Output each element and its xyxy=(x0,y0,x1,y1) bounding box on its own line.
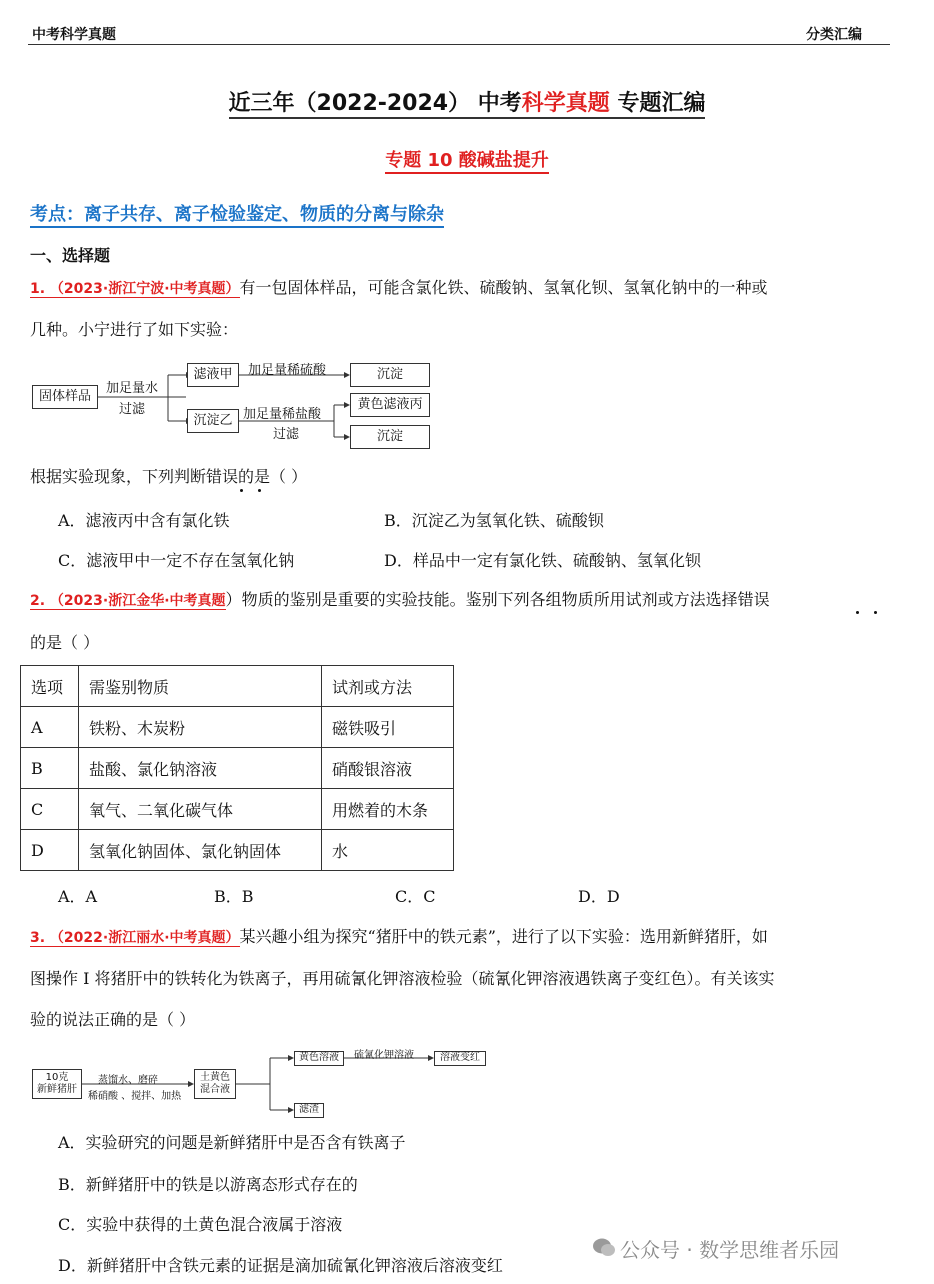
q1-box-filtrate-a: 滤液甲 xyxy=(187,363,239,387)
q1-box-yellow-filtrate: 黄色滤液丙 xyxy=(350,393,430,417)
q3-option-c[interactable]: C．实验中获得的土黄色混合液属于溶液 xyxy=(58,1215,343,1234)
q1-box-precipitate1: 沉淀 xyxy=(350,363,430,387)
table-cell: A xyxy=(21,707,79,748)
q1-option-d[interactable]: D．样品中一定有氯化铁、硫酸钠、氢氧化钡 xyxy=(384,551,701,570)
table-cell: 氢氧化钠固体、氯化钠固体 xyxy=(79,830,322,871)
q1-label-filter1: 过滤 xyxy=(119,402,146,417)
emphasis-dot xyxy=(874,611,877,614)
q3-box-liver: 10克 新鲜猪肝 xyxy=(32,1069,82,1099)
watermark: 公众号 · 数学思维者乐园 xyxy=(620,1238,840,1262)
table-row xyxy=(21,830,454,871)
table-cell: D xyxy=(21,830,79,871)
q2-line1: 2. （2023·浙江金华·中考真题）物质的鉴别是重要的实验技能。鉴别下列各组物质所用试剂或方法选择错误 xyxy=(30,590,770,609)
table-cell: B xyxy=(21,748,79,789)
table-cell: C xyxy=(21,789,79,830)
q1-box-precipitate-b: 沉淀乙 xyxy=(187,409,239,433)
q3-line2: 图操作 I 将猪肝中的铁转化为铁离子，再用硫氰化钾溶液检验（硫氰化钾溶液遇铁离子变红色）。有关该实 xyxy=(30,969,775,988)
emphasis-dot xyxy=(258,489,261,492)
table-row xyxy=(21,789,454,830)
q3-label-op-top: 蒸馏水、磨碎 xyxy=(98,1075,158,1086)
q1-box-precipitate2: 沉淀 xyxy=(350,425,430,449)
q3-option-b[interactable]: B．新鲜猪肝中的铁是以游离态形式存在的 xyxy=(58,1175,358,1194)
q3-line1: 3. （2022·浙江丽水·中考真题）某兴趣小组为探究“猪肝中的铁元素”，进行了以下实验：选用新鲜猪肝，如 xyxy=(30,927,768,946)
q1-label-acid2: 加足量稀盐酸 xyxy=(243,407,322,422)
page-title: 近三年（2022-2024） 中考科学真题 专题汇编 xyxy=(0,86,934,117)
header-rule xyxy=(28,44,890,45)
kaodian-heading: 考点：离子共存、离子检验鉴定、物质的分离与除杂 xyxy=(30,200,444,226)
q3-box-red: 溶液变红 xyxy=(434,1051,486,1066)
table-header-cell: 需鉴别物质 xyxy=(79,666,322,707)
table-header-row xyxy=(21,666,454,707)
table-header-cell: 试剂或方法 xyxy=(322,666,454,707)
emphasis-dot xyxy=(240,489,243,492)
q2-option-d[interactable]: D．D xyxy=(578,887,620,906)
q1-label-filter2: 过滤 xyxy=(273,427,300,442)
table-row xyxy=(21,707,454,748)
table-cell: 用燃着的木条 xyxy=(322,789,454,830)
table-cell: 硝酸银溶液 xyxy=(322,748,454,789)
q1-line2: 几种。小宁进行了如下实验： xyxy=(30,320,239,339)
q1-label-add-water: 加足量水 xyxy=(106,381,159,396)
q3-box-yellow-solution: 黄色溶液 xyxy=(294,1051,344,1066)
table-cell: 水 xyxy=(322,830,454,871)
page-subtitle: 专题 10 酸碱盐提升 xyxy=(0,146,934,172)
q2-source: 2. （2023·浙江金华·中考真题 xyxy=(30,593,226,609)
q2-option-a[interactable]: A．A xyxy=(58,887,98,906)
q1-option-b[interactable]: B．沉淀乙为氢氧化铁、硫酸钡 xyxy=(384,511,604,530)
section-heading: 一、选择题 xyxy=(30,246,111,265)
q1-stem: 根据实验现象，下列判断错误的是（ ） xyxy=(30,467,308,486)
q2-table xyxy=(20,665,454,871)
header-left: 中考科学真题 xyxy=(32,27,116,43)
q3-line3: 验的说法正确的是（ ） xyxy=(30,1010,196,1029)
q2-option-c[interactable]: C．C xyxy=(395,887,436,906)
q3-label-op-bottom: 稀硝酸 、搅拌、加热 xyxy=(88,1091,182,1102)
q3-box-mixture: 土黄色 混合液 xyxy=(194,1069,236,1099)
table-cell: 铁粉、木炭粉 xyxy=(79,707,322,748)
q3-option-d[interactable]: D．新鲜猪肝中含铁元素的证据是滴加硫氰化钾溶液后溶液变红 xyxy=(58,1256,503,1275)
q1-line1: 1. （2023·浙江宁波·中考真题）有一包固体样品，可能含氯化铁、硫酸钠、氢氧化钡、氢氧化钠中的一种或 xyxy=(30,278,768,297)
table-row xyxy=(21,748,454,789)
q1-option-a[interactable]: A．滤液丙中含有氯化铁 xyxy=(58,511,230,530)
q1-option-c[interactable]: C．滤液甲中一定不存在氢氧化钠 xyxy=(58,551,295,570)
header-right: 分类汇编 xyxy=(806,27,862,43)
table-cell: 盐酸、氯化钠溶液 xyxy=(79,748,322,789)
table-header-cell: 选项 xyxy=(21,666,79,707)
q1-source: 1. （2023·浙江宁波·中考真题） xyxy=(30,281,240,297)
emphasis-dot xyxy=(856,611,859,614)
q1-label-acid1: 加足量稀硫酸 xyxy=(248,363,327,378)
q2-line2: 的是（ ） xyxy=(30,633,100,652)
table-cell: 磁铁吸引 xyxy=(322,707,454,748)
q3-label-kscn: 硫氰化钾溶液 xyxy=(354,1050,414,1061)
table-cell: 氧气、二氧化碳气体 xyxy=(79,789,322,830)
q3-option-a[interactable]: A．实验研究的问题是新鲜猪肝中是否含有铁离子 xyxy=(58,1133,406,1152)
wechat-icon xyxy=(592,1236,616,1258)
q3-box-residue: 滤渣 xyxy=(294,1103,324,1118)
q3-source: 3. （2022·浙江丽水·中考真题） xyxy=(30,930,240,946)
q2-option-b[interactable]: B．B xyxy=(214,887,254,906)
q1-box-sample: 固体样品 xyxy=(32,385,98,409)
